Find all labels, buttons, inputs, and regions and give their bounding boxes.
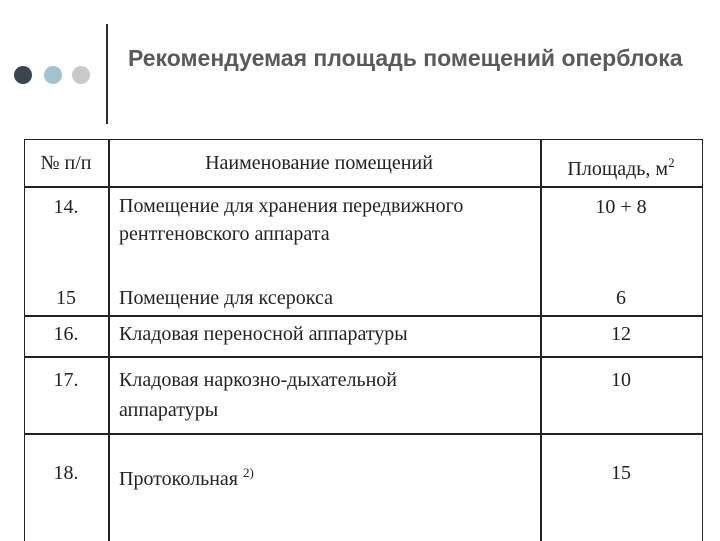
dot-teal <box>44 66 62 84</box>
row-number: 14. <box>53 196 79 218</box>
row-area: 10 + 8 <box>595 196 647 218</box>
row-divider <box>25 433 702 435</box>
row-name: Протокольная <box>119 468 238 490</box>
header-area-unit-sup: 2 <box>668 155 675 170</box>
dot-dark <box>14 66 32 84</box>
row-name: Кладовая переносной аппаратуры <box>119 323 408 345</box>
row-number: 17. <box>53 369 79 391</box>
header-area <box>540 148 702 184</box>
row-name: Кладовая наркозно-дыхательной аппаратуры <box>119 369 398 421</box>
row-name-cell <box>119 458 539 494</box>
title-divider <box>106 24 108 124</box>
row-number: 16. <box>53 323 79 345</box>
header-area-label: Площадь, м <box>567 158 669 180</box>
header-number: № п/п <box>40 152 92 174</box>
row-number: 15 <box>56 287 76 309</box>
column-divider <box>108 140 110 541</box>
row-area: 15 <box>611 462 631 484</box>
row-area: 10 <box>611 369 631 391</box>
slide-title: Рекомендуемая площадь помещений оперблока <box>128 45 683 71</box>
row-area: 6 <box>616 287 626 309</box>
row-name: Помещение для хранения передвижного рентгеновского аппарата <box>119 195 464 245</box>
decorative-dots <box>14 66 94 86</box>
header-name: Наименование помещений <box>205 152 433 174</box>
row-name: Помещение для ксерокса <box>119 287 333 309</box>
row-number: 18. <box>53 462 79 484</box>
row-divider <box>25 356 702 358</box>
dot-gray <box>72 66 90 84</box>
footnote-mark: 2) <box>242 465 254 480</box>
row-area: 12 <box>611 323 631 345</box>
rooms-table <box>24 139 703 541</box>
row-divider <box>25 315 702 317</box>
row-divider <box>25 186 702 188</box>
